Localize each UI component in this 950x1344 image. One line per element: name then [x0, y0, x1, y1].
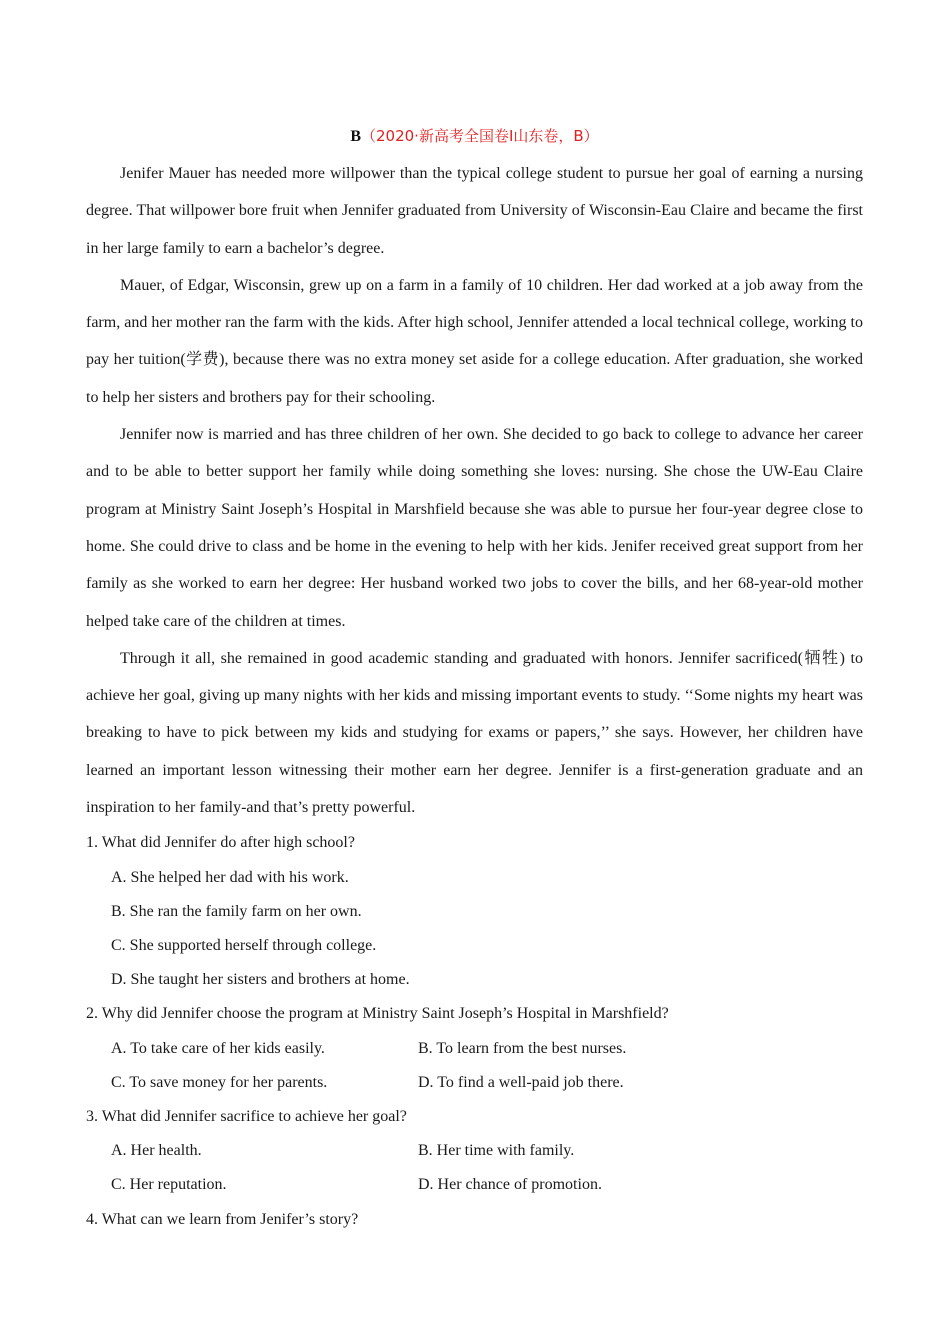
- option-c: C. To save money for her parents.: [111, 1073, 328, 1091]
- passage-paragraph-3: Jennifer now is married and has three children of her own. She decided to go back to college to advance her career and to be able to better support her family while doing something she loves: nursing. She chose the UW-Eau Claire program at Ministry Saint Joseph’s Hospital in Marshfield because she was able to pursue her four-year degree close to home. She could drive to class and be home in the evening to help with her kids. Jenifer received great support from her family as she worked to earn her degree: Her husband worked two jobs to cover the bills, and her 68-year-old mother helped take care of the children at times.: [86, 426, 863, 630]
- question-text: 4. What can we learn from Jenifer’s story?: [86, 1210, 359, 1228]
- option-a: A. She helped her dad with his work.: [111, 868, 349, 886]
- option-d: D. Her chance of promotion.: [418, 1176, 602, 1194]
- option-row: [111, 1066, 863, 1100]
- exam-source: 2020·新高考全国卷Ⅰ山东卷，B: [376, 127, 584, 145]
- option-d: D. She taught her sisters and brothers at home.: [111, 971, 410, 989]
- option-b: B. Her time with family.: [418, 1142, 575, 1160]
- question-3: [86, 1100, 863, 1203]
- document-page: [86, 118, 863, 1237]
- question-text: 2. Why did Jennifer choose the program at Ministry Saint Joseph’s Hospital in Marshfield?: [86, 1005, 669, 1023]
- question-1: [86, 826, 863, 997]
- question-2: [86, 997, 863, 1100]
- source-open-paren: （: [360, 127, 376, 145]
- option-list: [86, 861, 863, 998]
- passage-paragraph-4: Through it all, she remained in good academic standing and graduated with honors. Jennifer sacrificed(牺牲) to achieve her goal, giving up many nights with her kids and missing important events to study. ‘‘Some nights my heart was breaking to have to pick between my kids and studying for exams or papers,’’ she says. However, her children have learned an important lesson witnessing their mother earn her degree. Jennifer is a first-generation graduate and an inspiration to her family-and that’s pretty powerful.: [86, 649, 863, 817]
- option-list: [86, 1134, 863, 1202]
- passage-paragraph-1: Jenifer Mauer has needed more willpower than the typical college student to pursue her goal of earning a nursing degree. That willpower bore fruit when Jennifer graduated from University of Wisconsin-Eau Claire and became the first in her large family to earn a bachelor’s degree.: [86, 165, 863, 257]
- option-b: B. To learn from the best nurses.: [418, 1039, 627, 1057]
- reading-passage: [86, 155, 863, 826]
- option-b: B. She ran the family farm on her own.: [111, 902, 362, 920]
- option-a: A. Her health.: [111, 1142, 202, 1160]
- question-text: 1. What did Jennifer do after high school?: [86, 834, 355, 852]
- option-list: [86, 1032, 863, 1100]
- option-row: [111, 1134, 863, 1168]
- source-close-paren: ）: [583, 127, 599, 145]
- option-a: A. To take care of her kids easily.: [111, 1039, 325, 1057]
- question-text: 3. What did Jennifer sacrifice to achieve her goal?: [86, 1107, 407, 1125]
- option-row: [111, 1032, 863, 1066]
- passage-paragraph-2: Mauer, of Edgar, Wisconsin, grew up on a farm in a family of 10 children. Her dad worked at a job away from the farm, and her mother ran the farm with the kids. After high school, Jennifer attended a local technical college, working to pay her tuition(学费), because there was no extra money set aside for a college education. After graduation, she worked to help her sisters and brothers pay for their schooling.: [86, 276, 863, 406]
- option-c: C. She supported herself through college.: [111, 936, 377, 954]
- section-label: B: [350, 128, 361, 145]
- option-d: D. To find a well-paid job there.: [418, 1073, 624, 1091]
- option-c: C. Her reputation.: [111, 1176, 227, 1194]
- section-heading: [86, 118, 863, 155]
- question-4: [86, 1203, 863, 1237]
- option-row: [111, 1168, 863, 1202]
